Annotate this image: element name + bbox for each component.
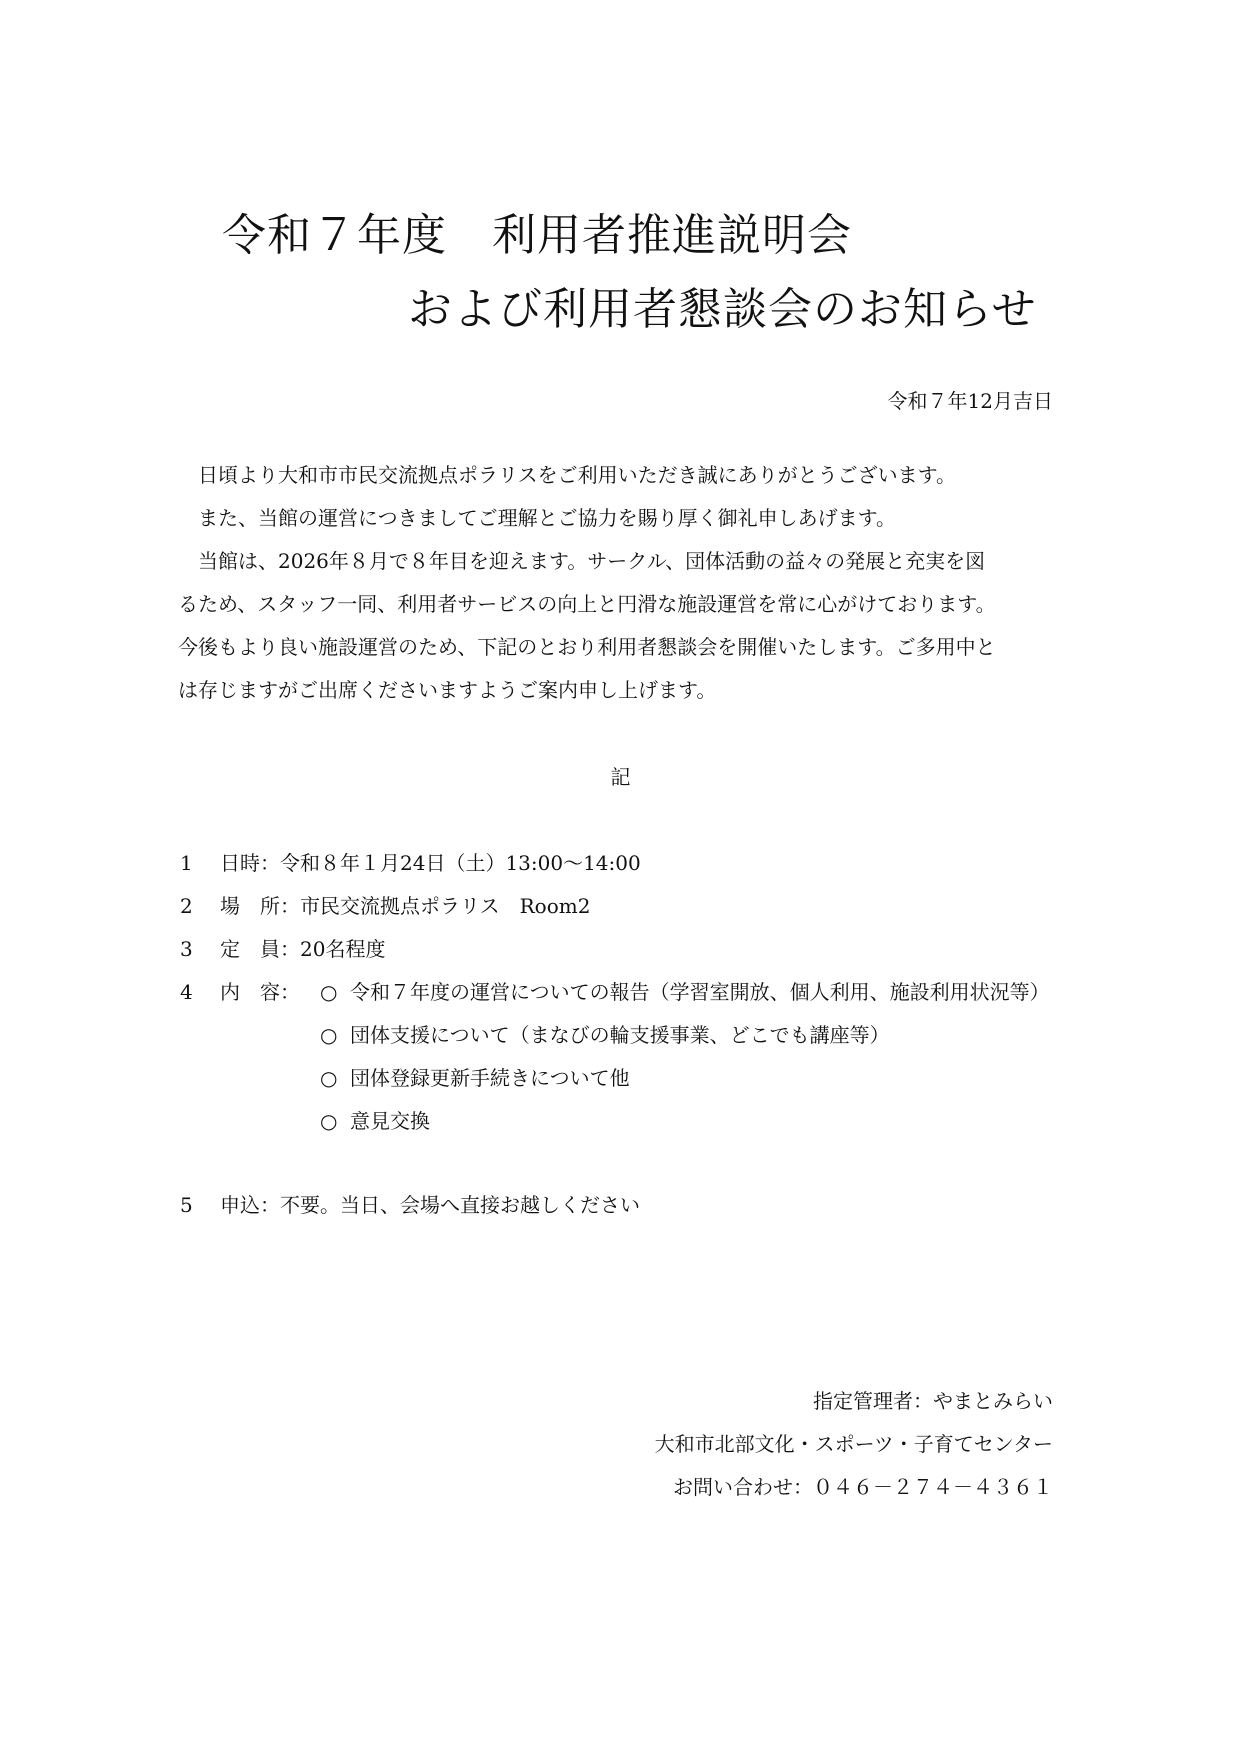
contact-footer <box>655 1386 1053 1515</box>
ki-heading: 記 <box>610 765 631 789</box>
item-number: 1 <box>180 851 193 875</box>
content-entry: 意見交換 <box>350 1109 430 1133</box>
item-label: 内 容： <box>220 980 300 1004</box>
title-line-2: および利用者懇談会のお知らせ <box>408 284 1037 335</box>
item-capacity <box>180 934 1050 977</box>
content-entry: 団体登録更新手続きについて他 <box>350 1066 630 1090</box>
item-text: 申込：不要。当日、会場へ直接お越しください <box>220 1193 640 1217</box>
manager-name: 指定管理者：やまとみらい <box>813 1389 1053 1413</box>
item-number: 5 <box>180 1193 193 1217</box>
item-number: 3 <box>180 937 193 961</box>
contact-phone: お問い合わせ：０４６－２７４－４３６１ <box>673 1475 1053 1499</box>
item-content <box>180 977 1050 1020</box>
greeting-body <box>178 460 1058 718</box>
circle-bullet-icon: ○ <box>320 980 338 1004</box>
item-datetime <box>180 848 1050 891</box>
item-text: 場 所：市民交流拠点ポラリス Room2 <box>220 894 591 918</box>
title-line-1: 令和７年度 利用者推進説明会 <box>222 210 852 261</box>
body-line-4: るため、スタッフ一同、利用者サービスの向上と円滑な施設運営を常に心がけております。 <box>178 592 996 616</box>
item-text: 日時：令和８年１月24日（土）13:00～14:00 <box>220 851 641 875</box>
content-entry-row <box>180 1020 1050 1063</box>
details-list <box>180 848 1050 1233</box>
body-line-3: 当館は、2026年８月で８年目を迎えます。サークル、団体活動の益々の発展と充実を図 <box>198 549 986 573</box>
circle-bullet-icon: ○ <box>320 1023 338 1047</box>
circle-bullet-icon: ○ <box>320 1109 338 1133</box>
circle-bullet-icon: ○ <box>320 1066 338 1090</box>
content-entry: 令和７年度の運営についての報告（学習室開放、個人利用、施設利用状況等） <box>350 980 1050 1004</box>
content-entry: 団体支援について（まなびの輪支援事業、どこでも講座等） <box>350 1023 890 1047</box>
issue-date: 令和７年12月吉日 <box>887 389 1053 413</box>
content-entry-row <box>180 1106 1050 1149</box>
item-number: 4 <box>180 980 193 1004</box>
body-line-2: また、当館の運営につきましてご理解とご協力を賜り厚く御礼申しあげます。 <box>198 506 896 530</box>
center-name: 大和市北部文化・スポーツ・子育てセンター <box>654 1432 1053 1456</box>
body-line-5: 今後もより良い施設運営のため、下記のとおり利用者懇談会を開催いたします。ご多用中と <box>178 635 996 659</box>
content-entry-row <box>180 1063 1050 1106</box>
item-application <box>180 1190 1050 1233</box>
item-number: 2 <box>180 894 193 918</box>
body-line-6: は存じますがご出席くださいますようご案内申し上げます。 <box>178 678 717 702</box>
body-line-1: 日頃より大和市市民交流拠点ポラリスをご利用いただき誠にありがとうございます。 <box>198 463 956 487</box>
item-place <box>180 891 1050 934</box>
item-text: 定 員：20名程度 <box>220 937 386 961</box>
